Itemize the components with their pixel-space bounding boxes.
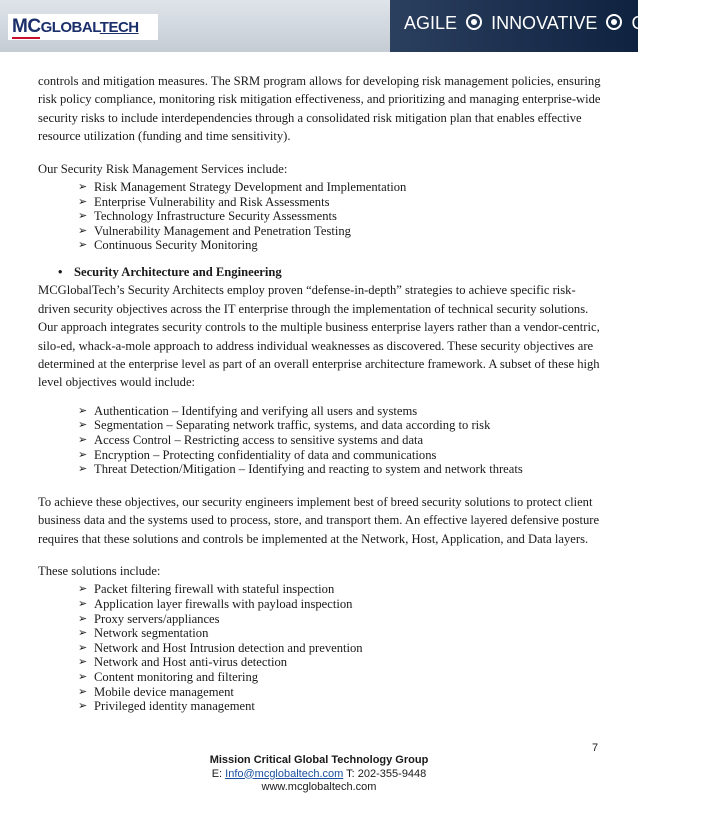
list-item: ➢ Technology Infrastructure Security Assessments [78,209,604,224]
list-item: ➢ Encryption – Protecting confidentiality of data and communications [78,448,604,463]
list-item: ➢ Segmentation – Separating network traffic, systems, and data according to risk [78,418,604,433]
footer-org: Mission Critical Global Technology Group [209,754,429,766]
footer-contact [0,768,638,782]
list-item: ➢ Network and Host Intrusion detection and prevention [78,641,604,656]
tagline-banner [390,0,704,52]
company-logo [8,14,158,40]
section-heading: • Security Architecture and Engineering [56,263,604,281]
list-item: ➢ Continuous Security Monitoring [78,238,604,253]
footer [0,754,638,795]
tagline-global: GLOBAL [631,13,704,33]
intro-paragraph: controls and mitigation measures. The SRM program allows for developing risk management policies, ensuring risk policy compliance, monitoring risk mitigation effectiveness, and prioritizing and managing enterprise-wide security risks to include interdependencies through a consolidated risk mitigation plan that enables effective resource utilization (funding and time sensitivity). [38,74,601,144]
logo-global: GLOBAL [40,19,100,36]
list-item: ➢ Vulnerability Management and Penetration Testing [78,224,604,239]
objectives-list [38,404,604,477]
list-item: ➢ Mobile device management [78,685,604,700]
list-item: ➢ Network segmentation [78,626,604,641]
list-item: ➢ Enterprise Vulnerability and Risk Assessments [78,195,604,210]
page-number: 7 [592,742,599,754]
logo-tech: TECH [99,19,139,36]
header-banner [0,0,704,52]
logo-mc: MC [12,16,41,37]
list-item: ➢ Packet filtering firewall with stateful inspection [78,582,604,597]
tagline-agile: AGILE [404,13,458,33]
list-item: ➢ Content monitoring and filtering [78,670,604,685]
srm-lead: Our Security Risk Management Services include: [38,161,288,176]
list-item: ➢ Threat Detection/Mitigation – Identifying and reacting to system and network threats [78,462,604,477]
logo-accent [12,37,40,39]
list-item: ➢ Authentication – Identifying and verifying all users and systems [78,404,604,419]
email-link[interactable]: Info@mcglobaltech.com [225,767,344,780]
solutions-lead: These solutions include: [38,564,161,579]
tagline-innovative: INNOVATIVE [491,13,598,33]
tagline [404,13,704,34]
email-label: E: [211,767,226,780]
target-icon [606,14,622,30]
list-item: ➢ Application layer firewalls with payload inspection [78,597,604,612]
srm-list [38,180,604,253]
document-body [38,72,604,714]
phone: T: 202-355-9448 [343,767,427,780]
list-item: ➢ Network and Host anti-virus detection [78,655,604,670]
architecture-paragraph: MCGlobalTech’s Security Architects employ proven “defense-in-depth” strategies to achieve specific risk-driven security objectives across the IT enterprise through the implementation of technical security solutions. Our approach integrates security controls to the multiple business enterprise layers rather than a vendor-centric, silo-ed, whack-a-mole approach to address individual weaknesses as discovered. These security objectives are determined at the enterprise level as part of an overall enterprise architecture framework. A subset of these high level objectives would include: [38,283,600,390]
list-item: ➢ Proxy servers/appliances [78,612,604,627]
list-item: ➢ Risk Management Strategy Development and Implementation [78,180,604,195]
list-item: ➢ Access Control – Restricting access to sensitive systems and data [78,433,604,448]
target-icon [466,14,482,30]
solutions-list [38,582,604,713]
achieve-paragraph: To achieve these objectives, our security engineers implement best of breed security solutions to protect client business data and the systems used to process, store, and transport them. An effective layered defensive posture requires that these solutions and controls be implemented at the Network, Host, Application, and Data layers. [38,494,600,546]
footer-website: www.mcglobaltech.com [261,781,377,793]
list-item: ➢ Privileged identity management [78,699,604,714]
